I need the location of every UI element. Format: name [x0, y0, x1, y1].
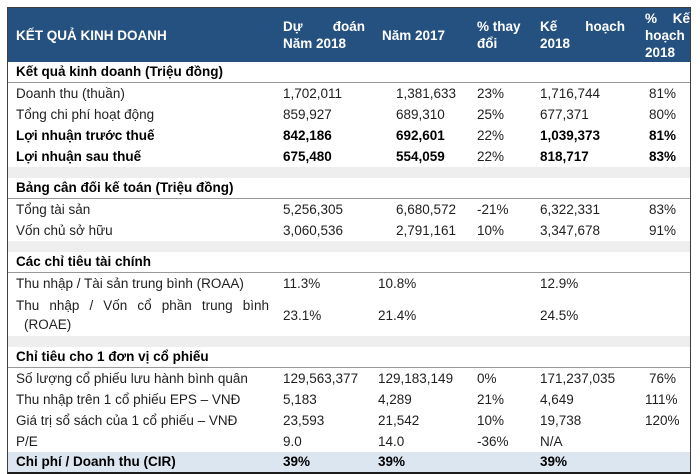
- cell-plan-2018: N/A: [540, 434, 563, 449]
- cell-percent-plan: 111%: [645, 392, 678, 407]
- header-percent-plan-line1: % Kế: [645, 10, 690, 26]
- cell-change: 22%: [477, 128, 505, 143]
- header-plan-line1: Kế hoạch: [540, 19, 625, 34]
- cell-change: 10%: [477, 223, 505, 238]
- row-label: Số lượng cổ phiếu lưu hành bình quân: [16, 371, 248, 386]
- cell-2017: 14.0: [378, 434, 405, 449]
- row-label: Thu nhập trên 1 cổ phiếu EPS – VNĐ: [16, 392, 241, 407]
- cell-change: 23%: [477, 86, 505, 101]
- cell-forecast-2018: 675,480: [283, 149, 332, 164]
- header-forecast-line1: Dự đoán: [283, 19, 365, 34]
- cell-change: -36%: [477, 434, 509, 449]
- cell-forecast-2018: 859,927: [283, 107, 332, 122]
- header-forecast-line2: Năm 2018: [283, 36, 347, 51]
- table-footer-cir-row: [8, 452, 690, 472]
- table-row-roae: [8, 294, 690, 336]
- cell-change: 22%: [477, 149, 505, 164]
- cell-forecast-2018: 23,593: [283, 413, 325, 428]
- row-label: P/E: [16, 434, 38, 449]
- section-title-financial-ratios: Các chỉ tiêu tài chính: [8, 252, 690, 273]
- section-gap: [8, 241, 690, 252]
- cell-plan-2018: 818,717: [540, 149, 589, 164]
- cell-plan-2018: 4,649: [540, 392, 574, 407]
- cell-plan-2018: 3,347,678: [540, 223, 601, 238]
- cell-2017: 4,289: [378, 392, 412, 407]
- cell-forecast-2018: 9.0: [283, 434, 302, 449]
- table-row-book-value: [8, 410, 690, 431]
- cell-plan-2018: 39%: [540, 454, 568, 469]
- cell-2017: 692,601: [396, 128, 445, 143]
- table-row-roaa: [8, 273, 690, 294]
- cell-2017: 554,059: [396, 149, 445, 164]
- row-label: Tổng tài sản: [16, 202, 91, 217]
- cell-2017: 129,183,149: [378, 371, 454, 386]
- section-gap: [8, 167, 690, 178]
- cell-forecast-2018: 129,563,377: [283, 371, 359, 386]
- cell-forecast-2018: 3,060,536: [283, 223, 344, 238]
- cell-change: 10%: [477, 413, 505, 428]
- row-label: Thu nhập / Tài sản trung bình (ROAA): [16, 276, 244, 291]
- cell-percent-plan: 80%: [648, 107, 676, 122]
- table-row-total-assets: [8, 199, 690, 220]
- cell-forecast-2018: 842,186: [283, 128, 332, 143]
- header-percent-change: % thay đổi: [477, 19, 521, 51]
- table-header-row: [8, 8, 690, 62]
- cell-2017: 21.4%: [378, 307, 417, 323]
- cell-percent-plan: 91%: [648, 223, 676, 238]
- cell-forecast-2018: 5,183: [283, 392, 317, 407]
- cell-forecast-2018: 5,256,305: [283, 202, 344, 217]
- cell-plan-2018: 1,716,744: [540, 86, 601, 101]
- table-row-operating-costs: [8, 104, 690, 125]
- cell-forecast-2018: 1,702,011: [283, 86, 343, 101]
- cell-percent-plan: 83%: [648, 202, 676, 217]
- table-row-profit-before-tax: [8, 125, 690, 146]
- cell-change: 0%: [477, 371, 497, 386]
- header-plan-2018: [540, 8, 645, 62]
- cell-forecast-2018: 23.1%: [283, 307, 322, 323]
- row-label: Tổng chi phí hoạt động: [16, 107, 155, 122]
- row-label: Lợi nhuận trước thuế: [16, 128, 155, 143]
- header-plan-line2: 2018: [540, 36, 571, 51]
- cell-2017: 689,310: [396, 107, 445, 122]
- cell-plan-2018: 12.9%: [540, 276, 579, 291]
- cell-2017: 39%: [378, 454, 406, 469]
- header-forecast-2018: [283, 8, 378, 62]
- cell-plan-2018: 19,738: [540, 413, 582, 428]
- header-results-title: KẾT QUẢ KINH DOANH: [16, 27, 167, 43]
- section-title-business-results: Kết quả kinh doanh (Triệu đồng): [8, 62, 690, 83]
- table-row-profit-after-tax: [8, 146, 690, 167]
- table-row-net-revenue: [8, 83, 690, 104]
- row-label: Lợi nhuận sau thuế: [16, 149, 142, 164]
- cell-plan-2018: 6,322,331: [540, 202, 601, 217]
- row-label: Vốn chủ sở hữu: [16, 223, 113, 238]
- cell-2017: 1,381,633: [396, 86, 457, 101]
- row-label: Thu nhập / Vốn cổ phần trung bình (ROAE): [16, 298, 269, 332]
- section-title-balance-sheet: Bảng cân đối kế toán (Triệu đồng): [8, 178, 690, 199]
- table-row-pe: [8, 431, 690, 452]
- section-title-per-share: Chỉ tiêu cho 1 đơn vị cổ phiếu: [8, 347, 690, 368]
- row-label: Chi phí / Doanh thu (CIR): [16, 454, 176, 469]
- cell-percent-plan: 76%: [648, 371, 676, 386]
- header-year-2017: Năm 2017: [382, 27, 446, 43]
- row-label: Giá trị sổ sách của 1 cổ phiếu – VNĐ: [16, 413, 238, 428]
- header-percent-plan-2018: % Kế hoạch 2018: [645, 10, 690, 60]
- cell-plan-2018: 1,039,373: [540, 128, 601, 143]
- cell-2017: 21,542: [378, 413, 420, 428]
- cell-change: 21%: [477, 392, 505, 407]
- cell-change: -21%: [477, 202, 509, 217]
- cell-forecast-2018: 39%: [283, 454, 311, 469]
- cell-2017: 2,791,161: [396, 223, 457, 238]
- cell-plan-2018: 24.5%: [540, 307, 579, 323]
- cell-percent-plan: 81%: [648, 128, 676, 143]
- cell-percent-plan: 81%: [648, 86, 676, 101]
- row-label: Doanh thu (thuần): [16, 86, 125, 101]
- cell-percent-plan: 83%: [648, 149, 676, 164]
- cell-change: 25%: [477, 107, 505, 122]
- table-row-owner-equity: [8, 220, 690, 241]
- cell-plan-2018: 171,237,035: [540, 371, 616, 386]
- cell-2017: 6,680,572: [396, 202, 457, 217]
- table-row-avg-shares: [8, 368, 690, 389]
- cell-2017: 10.8%: [378, 276, 417, 291]
- table-row-eps: [8, 389, 690, 410]
- cell-plan-2018: 677,371: [540, 107, 589, 122]
- cell-percent-plan: 120%: [645, 413, 680, 428]
- section-gap: [8, 336, 690, 347]
- cell-forecast-2018: 11.3%: [283, 276, 321, 291]
- financial-results-table: [7, 7, 691, 474]
